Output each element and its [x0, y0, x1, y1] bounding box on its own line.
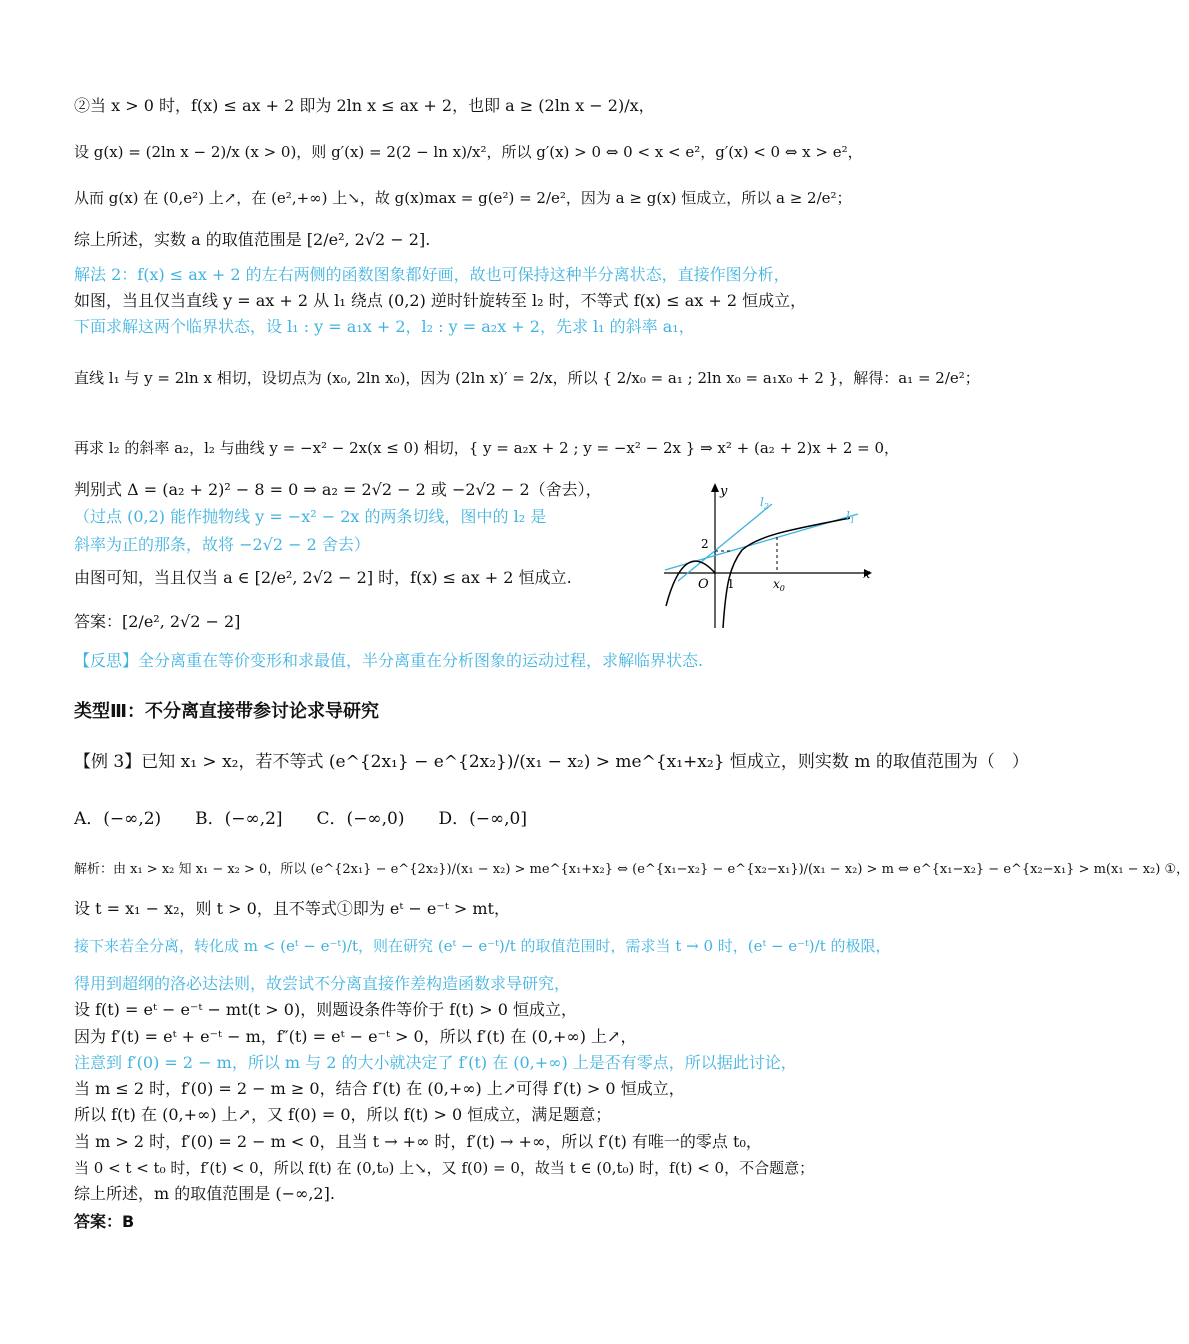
solution-line-6: 因为 f′(t) = eᵗ + e⁻ᵗ − m，f″(t) = eᵗ − e⁻ᵗ > 0，所以 f′(t) 在 (0,+∞) 上↗，	[74, 1027, 637, 1046]
note-line-2: 斜率为正的那条，故将 −2√2 − 2 舍去）	[74, 535, 370, 554]
choices: A．(−∞,2) B．(−∞,2] C．(−∞,0) D．(−∞,0]	[74, 809, 527, 829]
x-axis-label: x	[863, 567, 871, 582]
example-3: 【例 3】已知 x₁ > x₂，若不等式 (e^{2x₁} − e^{2x₂})/(x₁ − x₂) > me^{x₁+x₂} 恒成立，则实数 m 的取值范围为（ ）	[74, 752, 1029, 772]
function-graph	[660, 478, 880, 628]
line-2: 设 g(x) = (2ln x − 2)/x (x > 0)，则 g′(x) = 2(2 − ln x)/x²，所以 g′(x) > 0 ⇔ 0 < x < e²，g′(x) < 0 ⇔ x > e²，	[74, 143, 863, 161]
line-6: 如图，当且仅当直线 y = ax + 2 从 l₁ 绕点 (0,2) 逆时针旋转至 l₂ 时，不等式 f(x) ≤ ax + 2 恒成立，	[74, 291, 807, 310]
line-13: 由图可知，当且仅当 a ∈ [2/e², 2√2 − 2] 时，f(x) ≤ ax + 2 恒成立.	[74, 568, 572, 587]
solution-line-12: 综上所述，m 的取值范围是 (−∞,2].	[74, 1184, 335, 1203]
solution-line-4: 得用到超纲的洛必达法则，故尝试不分离直接作差构造函数求导研究，	[74, 974, 571, 993]
line-1: ②当 x > 0 时，f(x) ≤ ax + 2 即为 2ln x ≤ ax + 2，也即 a ≥ (2ln x − 2)/x，	[74, 96, 655, 115]
solution-line-10: 当 m > 2 时，f′(0) = 2 − m < 0，且当 t → +∞ 时，f′(t) → +∞，所以 f′(t) 有唯一的零点 t₀，	[74, 1132, 762, 1151]
l2-label: $l_2$	[760, 495, 769, 511]
method-2-intro: 解法 2：f(x) ≤ ax + 2 的左右两侧的函数图象都好画，故也可保持这种半分离状态，直接作图分析，	[74, 265, 790, 284]
section-heading: 类型Ⅲ：不分离直接带参讨论求导研究	[74, 701, 380, 722]
solution-line-3: 接下来若全分离，转化成 m < (eᵗ − e⁻ᵗ)/t，则在研究 (eᵗ − e⁻ᵗ)/t 的取值范围时，需求当 t → 0 时，(eᵗ − e⁻ᵗ)/t 的极限，	[74, 937, 891, 955]
solution-line-8: 当 m ≤ 2 时，f′(0) = 2 − m ≥ 0，结合 f′(t) 在 (0,+∞) 上↗可得 f′(t) > 0 恒成立，	[74, 1079, 685, 1098]
solution-line-7: 注意到 f′(0) = 2 − m，所以 m 与 2 的大小就决定了 f′(t) 在 (0,+∞) 上是否有零点，所以据此讨论，	[74, 1053, 797, 1072]
line-7: 下面求解这两个临界状态，设 l₁ : y = a₁x + 2，l₂ : y = a₂x + 2，先求 l₁ 的斜率 a₁，	[74, 317, 695, 336]
l1-label: $l_1$	[846, 509, 855, 525]
solution-line-5: 设 f(t) = eᵗ − e⁻ᵗ − mt(t > 0)，则题设条件等价于 f(t) > 0 恒成立，	[74, 1000, 577, 1019]
reflection: 【反思】全分离重在等价变形和求最值，半分离重在分析图象的运动过程，求解临界状态.	[74, 651, 704, 670]
y-axis-arrow-icon	[711, 483, 719, 492]
note-line-1: （过点 (0,2) 能作抛物线 y = −x² − 2x 的两条切线，图中的 l₂ 是	[74, 507, 547, 526]
line-10: 判别式 Δ = (a₂ + 2)² − 8 = 0 ⇒ a₂ = 2√2 − 2 或 −2√2 − 2（舍去），	[74, 480, 602, 499]
solution-line-9: 所以 f(t) 在 (0,+∞) 上↗，又 f(0) = 0，所以 f(t) > 0 恒成立，满足题意；	[74, 1105, 612, 1124]
line-3: 从而 g(x) 在 (0,e²) 上↗，在 (e²,+∞) 上↘，故 g(x)max = g(e²) = 2/e²，因为 a ≥ g(x) 恒成立，所以 a ≥ 2/e²；	[74, 189, 852, 207]
origin-label: O	[698, 577, 709, 592]
answer-2: 答案：B	[74, 1212, 135, 1231]
solution-line-1: 解析：由 x₁ > x₂ 知 x₁ − x₂ > 0，所以 (e^{2x₁} − e^{2x₂})/(x₁ − x₂) > me^{x₁+x₂} ⇔ (e^{x₁−x₂} − e^{x₂−x₁})/(x₁ − x₂) > m ⇔ e^{x₁−x₂} − e^{x₂−x₁} > m(x₁ − x₂) ①，	[74, 862, 1189, 877]
solution-line-2: 设 t = x₁ − x₂，则 t > 0，且不等式①即为 eᵗ − e⁻ᵗ > mt，	[74, 899, 510, 918]
line-8: 直线 l₁ 与 y = 2ln x 相切，设切点为 (x₀, 2ln x₀)，因为 (2ln x)′ = 2/x，所以 { 2/x₀ = a₁ ; 2ln x₀ = a₁x₀ + 2 }，解得：a₁ = 2/e²；	[74, 369, 980, 387]
tick-1-label: 1	[727, 577, 735, 591]
tick-x0-label: $x_0$	[773, 577, 785, 593]
line-4: 综上所述，实数 a 的取值范围是 [2/e², 2√2 − 2].	[74, 230, 431, 249]
line-9: 再求 l₂ 的斜率 a₂，l₂ 与曲线 y = −x² − 2x(x ≤ 0) 相切，{ y = a₂x + 2 ; y = −x² − 2x } ⇒ x² + (a₂ + 2)x + 2 = 0，	[74, 439, 900, 457]
tick-2-label: 2	[701, 537, 709, 551]
y-axis-label: y	[720, 484, 728, 499]
answer-1: 答案：[2/e², 2√2 − 2]	[74, 612, 241, 631]
solution-line-11: 当 0 < t < t₀ 时，f′(t) < 0，所以 f(t) 在 (0,t₀) 上↘，又 f(0) = 0，故当 t ∈ (0,t₀) 时，f(t) < 0，不合题意；	[74, 1159, 815, 1177]
